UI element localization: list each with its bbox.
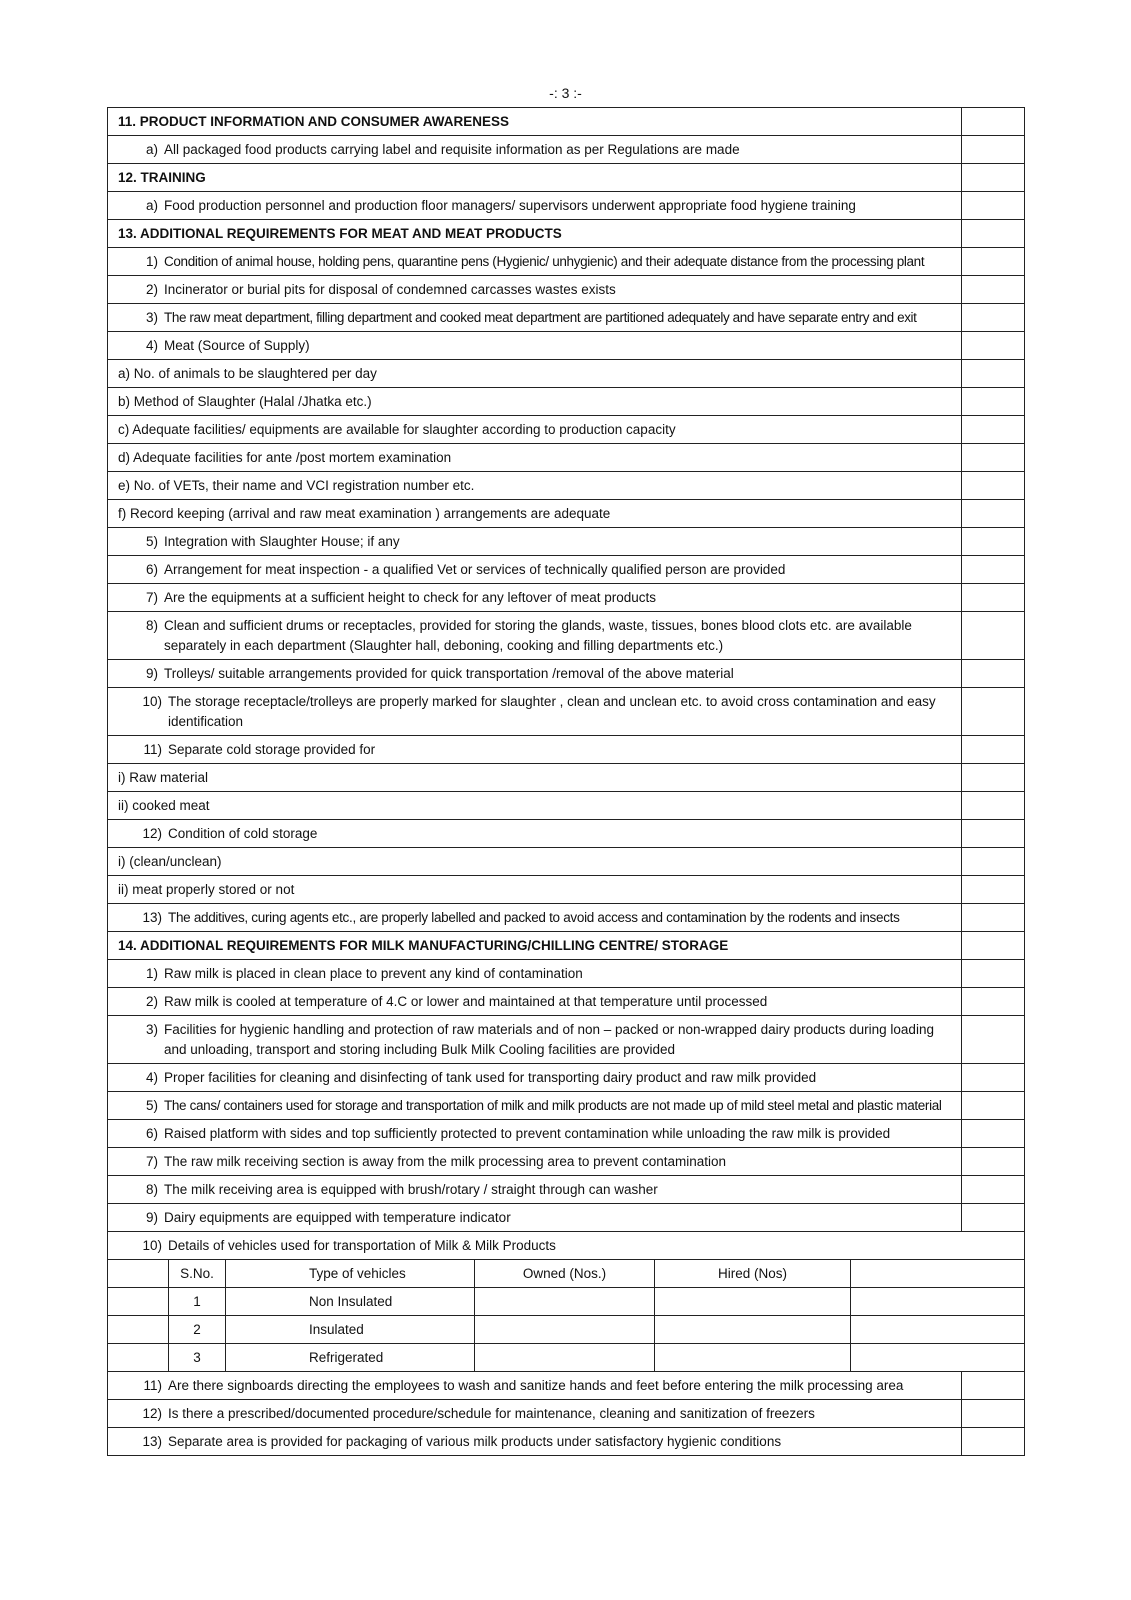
hired-input-cell[interactable] xyxy=(654,1344,850,1371)
item-text: c) Adequate facilities/ equipments are available for slaughter according to production capacity xyxy=(118,422,676,437)
item-text: Raw milk is placed in clean place to prevent any kind of contamination xyxy=(164,966,583,981)
item-text: Raw milk is cooled at temperature of 4.C or lower and maintained at that temperature until processed xyxy=(164,994,768,1009)
checklist-row xyxy=(107,764,1025,792)
item-text: Details of vehicles used for transportation of Milk & Milk Products xyxy=(168,1238,556,1253)
item-text: The milk receiving area is equipped with brush/rotary / straight through can washer xyxy=(164,1182,658,1197)
item-text: Meat (Source of Supply) xyxy=(164,338,310,353)
section-title: 14. ADDITIONAL REQUIREMENTS FOR MILK MANUFACTURING/CHILLING CENTRE/ STORAGE xyxy=(118,938,729,953)
vehicle-sno: 1 xyxy=(168,1288,225,1315)
vehicle-sno: 3 xyxy=(168,1344,225,1371)
checkbox-cell[interactable] xyxy=(961,1204,1024,1231)
checklist-row xyxy=(107,500,1025,528)
column-header: S.No. xyxy=(168,1260,225,1287)
item-number: 7) xyxy=(145,1154,158,1169)
item-text: Are there signboards directing the employees to wash and sanitize hands and feet before entering the milk processing area xyxy=(168,1378,904,1393)
item-text: Trolleys/ suitable arrangements provided for quick transportation /removal of the above material xyxy=(164,666,734,681)
checklist-row xyxy=(107,528,1025,556)
checklist-row xyxy=(107,904,1025,932)
item-number: 5) xyxy=(145,534,158,549)
item-number: 4) xyxy=(145,1070,158,1085)
owned-input-cell[interactable] xyxy=(474,1288,654,1315)
item-number: 10) xyxy=(142,694,162,709)
column-header: Hired (Nos) xyxy=(654,1260,850,1287)
checkbox-cell[interactable] xyxy=(961,1120,1024,1147)
checklist-row xyxy=(107,332,1025,360)
item-text: The raw milk receiving section is away from the milk processing area to prevent contamination xyxy=(164,1154,726,1169)
checkbox-cell[interactable] xyxy=(961,932,1024,959)
vehicle-type: Non Insulated xyxy=(225,1288,474,1315)
checkbox-cell[interactable] xyxy=(961,988,1024,1015)
item-text: Proper facilities for cleaning and disinfecting of tank used for transporting dairy product and raw milk provided xyxy=(164,1070,817,1085)
checklist-row xyxy=(107,1120,1025,1148)
item-text: a) No. of animals to be slaughtered per day xyxy=(118,366,377,381)
item-number: 11) xyxy=(143,1378,162,1393)
item-number: 5) xyxy=(145,1098,158,1113)
item-text: The cans/ containers used for storage and transportation of milk and milk products are not made up of mild steel metal and plastic material xyxy=(164,1098,942,1113)
checkbox-cell[interactable] xyxy=(961,820,1024,847)
item-text: Facilities for hygienic handling and protection of raw materials and of non – packed or non-wrapped dairy products during loading and unloading, transport and storing including Bulk Milk Cooling facilities are provided xyxy=(164,1022,934,1057)
item-number: 6) xyxy=(145,562,158,577)
item-number: a) xyxy=(145,142,158,157)
checklist-row xyxy=(107,1176,1025,1204)
hired-input-cell[interactable] xyxy=(654,1288,850,1315)
item-number: 13) xyxy=(142,1434,162,1449)
checklist-row xyxy=(107,688,1025,736)
checklist-row xyxy=(107,192,1025,220)
checkbox-cell[interactable] xyxy=(961,848,1024,875)
checklist-row xyxy=(107,360,1025,388)
item-text: All packaged food products carrying label and requisite information as per Regulations are made xyxy=(164,142,740,157)
checkbox-cell[interactable] xyxy=(961,1428,1024,1455)
section-12-header xyxy=(107,164,1025,192)
checkbox-cell[interactable] xyxy=(961,472,1024,499)
vehicle-table-row xyxy=(107,1316,1025,1344)
item-number: 2) xyxy=(145,282,158,297)
checklist-table xyxy=(107,107,1025,1456)
section-11-header xyxy=(107,107,1025,136)
checklist-row xyxy=(107,304,1025,332)
item-text: Arrangement for meat inspection - a qualified Vet or services of technically qualified person are provided xyxy=(164,562,786,577)
item-text: Are the equipments at a sufficient height to check for any leftover of meat products xyxy=(164,590,657,605)
checkbox-cell[interactable] xyxy=(961,1176,1024,1203)
item-text: i) Raw material xyxy=(118,770,209,785)
vehicle-table-row xyxy=(107,1344,1025,1372)
vehicle-table-header xyxy=(107,1260,1025,1288)
checklist-row xyxy=(107,276,1025,304)
checkbox-cell[interactable] xyxy=(961,764,1024,791)
checklist-row xyxy=(107,388,1025,416)
item-number: 9) xyxy=(145,666,158,681)
checkbox-cell[interactable] xyxy=(961,164,1024,191)
checkbox-cell[interactable] xyxy=(961,360,1024,387)
checklist-row xyxy=(107,792,1025,820)
vehicle-sno: 2 xyxy=(168,1316,225,1343)
item-text: Condition of animal house, holding pens, quarantine pens (Hygienic/ unhygienic) and their adequate distance from the processing plant xyxy=(164,254,925,269)
item-text: The additives, curing agents etc., are properly labelled and packed to avoid access and contamination by the rodents and insects xyxy=(168,910,900,925)
checklist-row xyxy=(107,1148,1025,1176)
item-text: Integration with Slaughter House; if any xyxy=(164,534,400,549)
checklist-row xyxy=(107,1092,1025,1120)
checklist-row xyxy=(107,472,1025,500)
checkbox-cell[interactable] xyxy=(961,660,1024,687)
checklist-row xyxy=(107,820,1025,848)
checkbox-cell[interactable] xyxy=(961,792,1024,819)
checkbox-cell[interactable] xyxy=(961,192,1024,219)
checkbox-cell[interactable] xyxy=(961,688,1024,735)
checkbox-cell[interactable] xyxy=(961,276,1024,303)
checkbox-cell[interactable] xyxy=(961,612,1024,659)
checkbox-cell[interactable] xyxy=(961,416,1024,443)
item-number: 12) xyxy=(142,826,162,841)
checklist-row xyxy=(107,612,1025,660)
checklist-row xyxy=(107,1204,1025,1232)
item-number: 13) xyxy=(142,910,162,925)
checkbox-cell[interactable] xyxy=(961,904,1024,931)
item-text: Is there a prescribed/documented procedure/schedule for maintenance, cleaning and sanitization of freezers xyxy=(168,1406,815,1421)
item-number: a) xyxy=(145,198,158,213)
checkbox-cell[interactable] xyxy=(961,108,1024,135)
checkbox-cell[interactable] xyxy=(961,1400,1024,1427)
checklist-row xyxy=(107,444,1025,472)
item-text: The raw meat department, filling department and cooked meat department are partitioned adequately and have separate entry and exit xyxy=(164,310,917,325)
item-text: The storage receptacle/trolleys are properly marked for slaughter , clean and unclean etc. to avoid cross contamination and easy identification xyxy=(168,694,936,729)
item-text: ii) meat properly stored or not xyxy=(118,882,295,897)
item-text: Dairy equipments are equipped with temperature indicator xyxy=(164,1210,511,1225)
checklist-row xyxy=(107,660,1025,688)
checkbox-cell[interactable] xyxy=(961,388,1024,415)
checklist-row xyxy=(107,1064,1025,1092)
item-text: ii) cooked meat xyxy=(118,798,210,813)
checklist-row xyxy=(107,416,1025,444)
checkbox-cell[interactable] xyxy=(961,248,1024,275)
checkbox-cell[interactable] xyxy=(961,876,1024,903)
checkbox-cell[interactable] xyxy=(961,1064,1024,1091)
checklist-row xyxy=(107,988,1025,1016)
checkbox-cell[interactable] xyxy=(961,584,1024,611)
column-header: Type of vehicles xyxy=(225,1260,474,1287)
owned-input-cell[interactable] xyxy=(474,1316,654,1343)
page-number: -: 3 :- xyxy=(549,85,582,101)
checkbox-cell[interactable] xyxy=(961,136,1024,163)
checklist-row xyxy=(107,960,1025,988)
item-number: 6) xyxy=(145,1126,158,1141)
vehicle-type: Insulated xyxy=(225,1316,474,1343)
item-text: i) (clean/unclean) xyxy=(118,854,222,869)
checklist-row xyxy=(107,1400,1025,1428)
item-text: b) Method of Slaughter (Halal /Jhatka etc.) xyxy=(118,394,372,409)
item-number: 10) xyxy=(142,1238,162,1253)
checkbox-cell[interactable] xyxy=(961,556,1024,583)
item-text: Condition of cold storage xyxy=(168,826,318,841)
section-13-header xyxy=(107,220,1025,248)
item-number: 4) xyxy=(145,338,158,353)
checklist-row xyxy=(107,1372,1025,1400)
checklist-row xyxy=(107,876,1025,904)
checklist-row xyxy=(107,1428,1025,1456)
vehicle-type: Refrigerated xyxy=(225,1344,474,1371)
checkbox-cell[interactable] xyxy=(961,960,1024,987)
item-number: 1) xyxy=(145,966,158,981)
checklist-row xyxy=(107,556,1025,584)
owned-input-cell[interactable] xyxy=(474,1344,654,1371)
item-number: 11) xyxy=(143,742,162,757)
item-text: Food production personnel and production floor managers/ supervisors underwent appropriate food hygiene training xyxy=(164,198,856,213)
section-title: 13. ADDITIONAL REQUIREMENTS FOR MEAT AND MEAT PRODUCTS xyxy=(118,226,562,241)
item-number: 8) xyxy=(145,618,158,633)
checkbox-cell[interactable] xyxy=(961,736,1024,763)
item-number: 7) xyxy=(145,590,158,605)
checkbox-cell[interactable] xyxy=(961,304,1024,331)
item-number: 3) xyxy=(145,310,158,325)
section-14-header xyxy=(107,932,1025,960)
checklist-row xyxy=(107,248,1025,276)
checkbox-cell[interactable] xyxy=(961,332,1024,359)
item-text: f) Record keeping (arrival and raw meat examination ) arrangements are adequate xyxy=(118,506,611,521)
item-number: 3) xyxy=(145,1022,158,1037)
item-number: 8) xyxy=(145,1182,158,1197)
checkbox-cell[interactable] xyxy=(961,444,1024,471)
vehicle-table-row xyxy=(107,1288,1025,1316)
checklist-row xyxy=(107,1232,1025,1260)
item-text: e) No. of VETs, their name and VCI registration number etc. xyxy=(118,478,475,493)
item-text: d) Adequate facilities for ante /post mortem examination xyxy=(118,450,452,465)
checkbox-cell[interactable] xyxy=(961,1092,1024,1119)
checkbox-cell[interactable] xyxy=(961,500,1024,527)
item-text: Separate area is provided for packaging of various milk products under satisfactory hygienic conditions xyxy=(168,1434,782,1449)
checkbox-cell[interactable] xyxy=(961,528,1024,555)
checkbox-cell[interactable] xyxy=(961,220,1024,247)
item-number: 12) xyxy=(142,1406,162,1421)
checklist-row xyxy=(107,1016,1025,1064)
checklist-row xyxy=(107,736,1025,764)
item-number: 1) xyxy=(145,254,158,269)
item-number: 2) xyxy=(145,994,158,1009)
checkbox-cell[interactable] xyxy=(961,1016,1024,1063)
column-header: Owned (Nos.) xyxy=(474,1260,654,1287)
item-text: Incinerator or burial pits for disposal of condemned carcasses wastes exists xyxy=(164,282,616,297)
checkbox-cell[interactable] xyxy=(961,1372,1024,1399)
checkbox-cell[interactable] xyxy=(961,1148,1024,1175)
item-text: Raised platform with sides and top sufficiently protected to prevent contamination while unloading the raw milk is provided xyxy=(164,1126,891,1141)
section-title: 11. PRODUCT INFORMATION AND CONSUMER AWARENESS xyxy=(118,114,510,129)
checklist-row xyxy=(107,584,1025,612)
checklist-row xyxy=(107,136,1025,164)
checklist-row xyxy=(107,848,1025,876)
item-number: 9) xyxy=(145,1210,158,1225)
item-text: Separate cold storage provided for xyxy=(168,742,376,757)
hired-input-cell[interactable] xyxy=(654,1316,850,1343)
section-title: 12. TRAINING xyxy=(118,170,206,185)
item-text: Clean and sufficient drums or receptacles, provided for storing the glands, waste, tissues, bones blood clots etc. are available separately in each department (Slaughter hall, deboning, cooking and filling departments etc.) xyxy=(164,618,912,653)
